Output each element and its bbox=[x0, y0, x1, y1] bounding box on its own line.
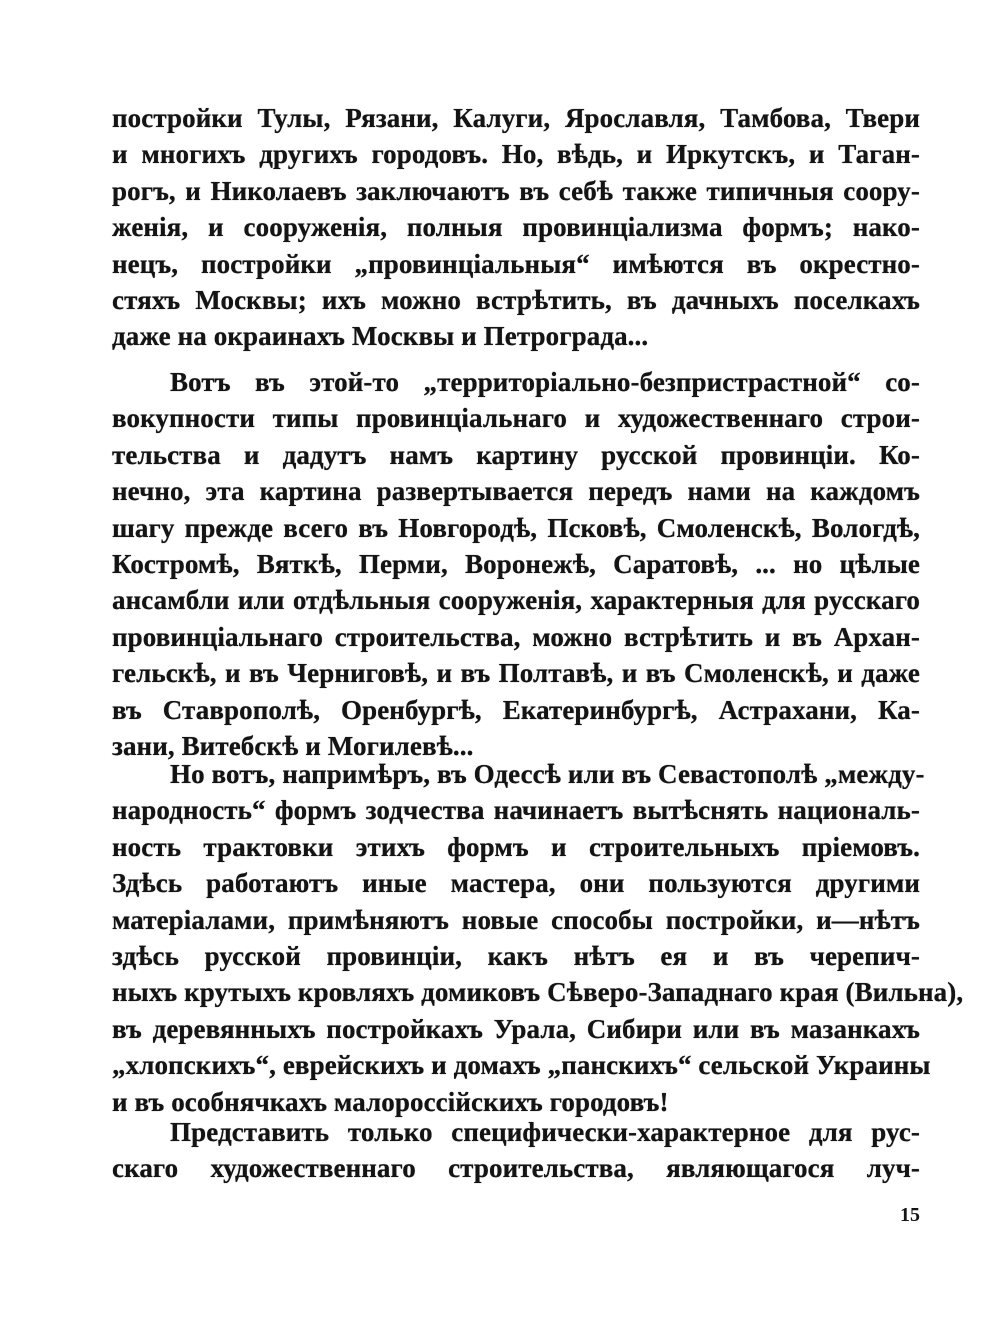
paragraph-2 bbox=[112, 364, 920, 764]
text-line: зани, Витебскѣ и Могилевѣ... bbox=[112, 730, 474, 761]
paragraph-4 bbox=[112, 1114, 920, 1187]
text-line: гельскѣ, и въ Черниговѣ, и въ Полтавѣ, и въ Смоленскѣ, и даже bbox=[112, 658, 920, 689]
text-line: провинціальнаго строительства, можно встрѣтить и въ Архан- bbox=[112, 621, 920, 652]
text-line: матеріалами, примѣняютъ новые способы постройки, и—нѣтъ bbox=[112, 904, 920, 935]
text-line: и многихъ другихъ городовъ. Но, вѣдь, и Иркутскъ, и Таган- bbox=[112, 139, 920, 170]
page-number: 15 bbox=[900, 1204, 920, 1226]
text-line: нецъ, постройки „провинціальныя“ имѣются въ окрестно- bbox=[112, 248, 920, 279]
text-line: рогъ, и Николаевъ заключаютъ въ себѣ также типичныя соору- bbox=[112, 175, 920, 206]
text-line: народность“ формъ зодчества начинаетъ вытѣснять националь- bbox=[112, 795, 920, 826]
text-line: Вотъ въ этой-то „территоріально-безпристрастной“ со- bbox=[170, 367, 920, 397]
text-line: вокупности типы провинціальнаго и художественнаго строи- bbox=[112, 403, 920, 434]
text-line: ность трактовки этихъ формъ и строительныхъ пріемовъ. bbox=[112, 831, 920, 862]
paragraph-3 bbox=[112, 756, 964, 1120]
text-line: ансамбли или отдѣльныя сооруженія, характерныя для русскаго bbox=[112, 585, 920, 616]
text-line: здѣсь русской провинціи, какъ нѣтъ ея и въ черепич- bbox=[112, 940, 920, 971]
text-line: Костромѣ, Вяткѣ, Перми, Воронежѣ, Саратовѣ, ... но цѣлые bbox=[112, 548, 920, 579]
text-line: Представить только специфически-характерное для рус- bbox=[170, 1117, 920, 1147]
text-line: скаго художественнаго строительства, являющагося луч- bbox=[112, 1153, 920, 1184]
text-line: въ деревянныхъ постройкахъ Урала, Сибири или въ мазанкахъ bbox=[112, 1013, 920, 1044]
text-line: шагу прежде всего въ Новгородѣ, Псковѣ, Смоленскѣ, Вологдѣ, bbox=[112, 512, 920, 543]
text-line: даже на окраинахъ Москвы и Петрограда... bbox=[112, 321, 649, 352]
text-line: Но вотъ, напримѣръ, въ Одессѣ или въ Севастополѣ „между- bbox=[170, 759, 925, 789]
text-line: въ Ставрополѣ, Оренбургѣ, Екатеринбургѣ, Астрахани, Ка- bbox=[112, 694, 920, 725]
text-line: женія, и сооруженія, полныя провинціализма формъ; нако- bbox=[112, 212, 920, 243]
text-line: постройки Тулы, Рязани, Калуги, Ярославля, Тамбова, Твери bbox=[112, 103, 920, 133]
text-line: нечно, эта картина развертывается передъ нами на каждомъ bbox=[112, 476, 920, 507]
text-line: стяхъ Москвы; ихъ можно встрѣтить, въ дачныхъ поселкахъ bbox=[112, 284, 920, 315]
text-line: тельства и дадутъ намъ картину русской провинціи. Ко- bbox=[112, 439, 920, 470]
text-line: „хлопскихъ“, еврейскихъ и домахъ „панскихъ“ сельской Украины bbox=[112, 1050, 931, 1081]
text-line: Здѣсь работаютъ иные мастера, они пользуются другими bbox=[112, 868, 920, 899]
text-line: и въ особнячкахъ малороссійскихъ городовъ! bbox=[112, 1086, 669, 1117]
paragraph-1 bbox=[112, 100, 920, 355]
text-line: ныхъ крутыхъ кровляхъ домиковъ Сѣверо-Западнаго края (Вильна), bbox=[112, 977, 964, 1008]
